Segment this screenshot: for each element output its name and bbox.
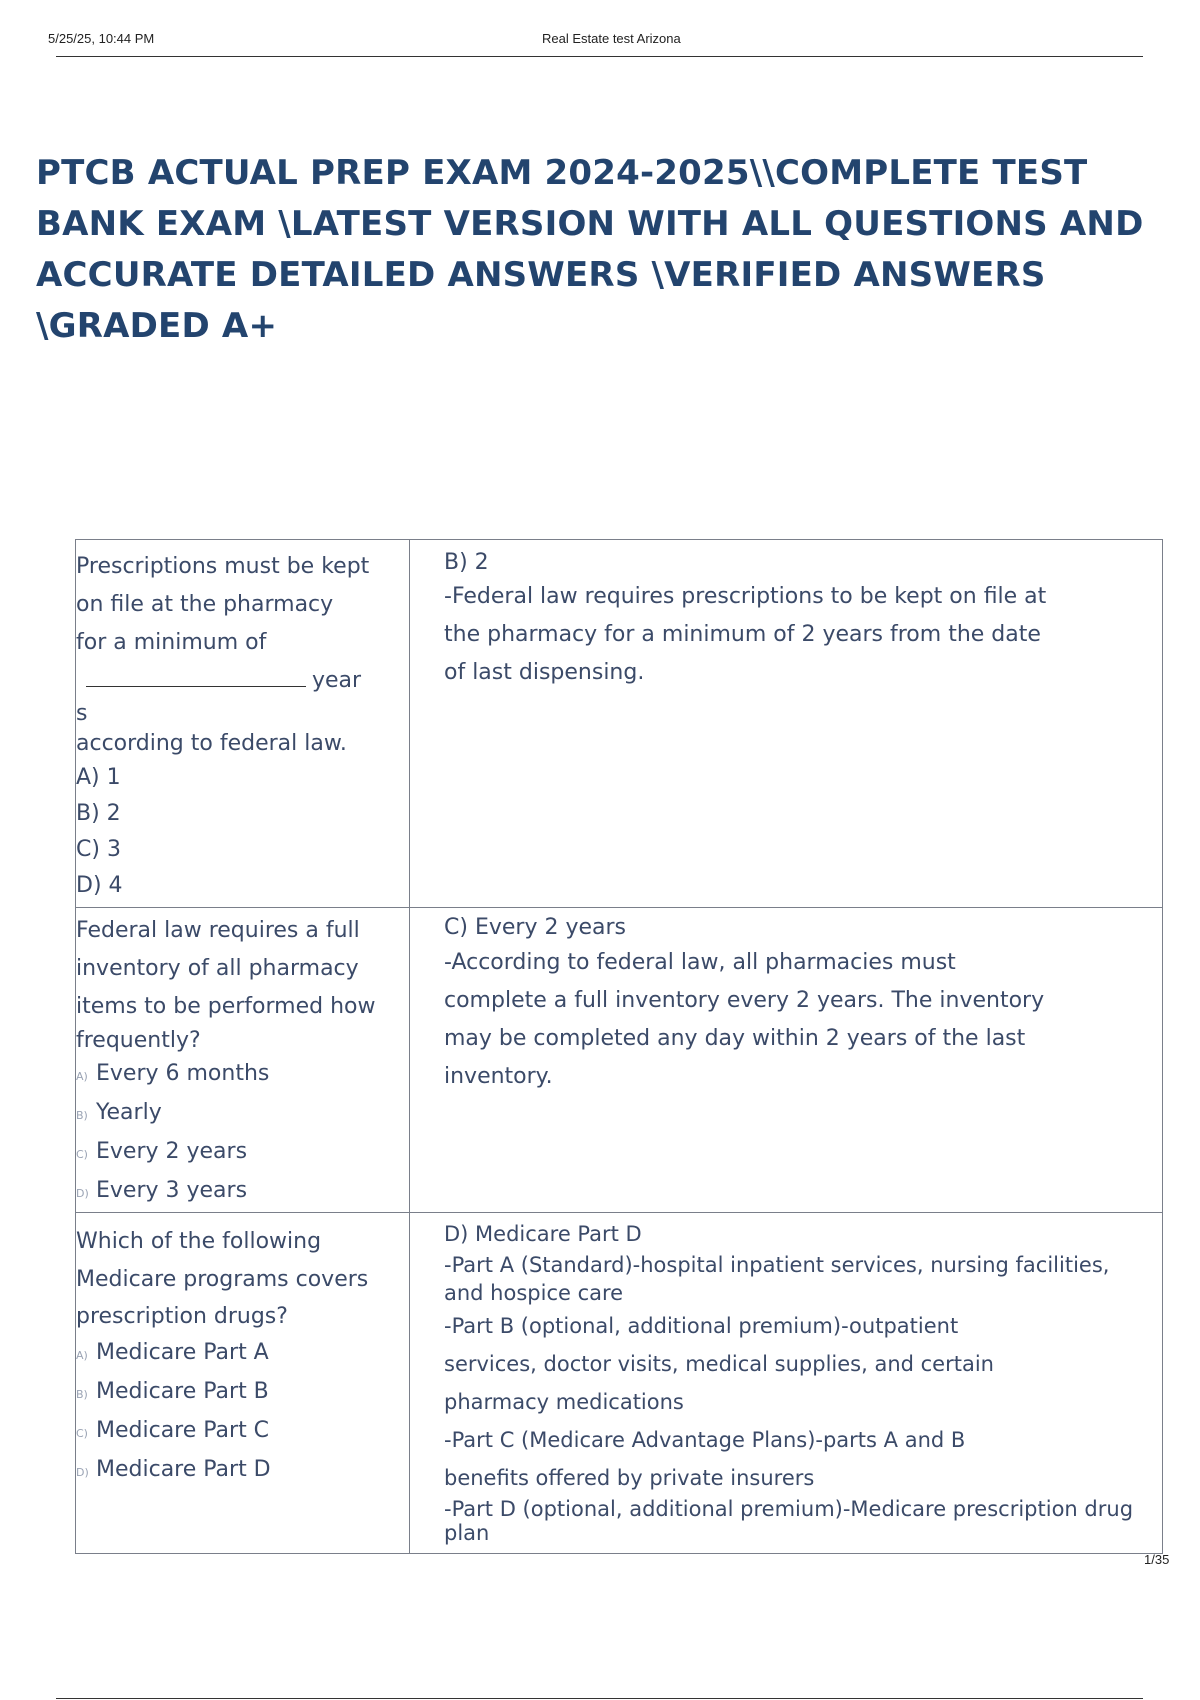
question-line: Prescriptions must be kept (76, 554, 370, 579)
explanation-line: -Part D (optional, additional premium)-Medicare prescription drug plan (444, 1497, 1134, 1545)
explanation-line: -Part B (optional, additional premium)-outpatient (444, 1314, 959, 1338)
option-label: Medicare Part C (96, 1418, 270, 1443)
answer: C) Every 2 years (444, 915, 626, 940)
explanation-line: may be completed any day within 2 years of the last (444, 1026, 1026, 1051)
question-line: Which of the following (76, 1229, 322, 1254)
explanation-line: the pharmacy for a minimum of 2 years from the date (444, 622, 1041, 647)
option-marker: D) (76, 1466, 89, 1479)
option: D) 4 (76, 873, 123, 898)
question-line: s (76, 701, 88, 726)
page-number: 1/35 (1144, 1552, 1170, 1567)
qa-table (75, 539, 1163, 1554)
table-row (76, 908, 1163, 1213)
question-cell (76, 1213, 410, 1554)
option: A) 1 (76, 765, 121, 790)
question-line: for a minimum of (76, 630, 267, 655)
header-divider (56, 56, 1143, 57)
option: B) 2 (76, 801, 121, 826)
page-header (0, 0, 1200, 60)
print-date: 5/25/25, 10:44 PM (48, 31, 155, 46)
question-line: items to be performed how (76, 994, 376, 1019)
option (76, 1056, 409, 1095)
explanation-line: pharmacy medications (444, 1390, 684, 1414)
answer: B) 2 (444, 550, 489, 575)
question-line: prescription drugs? (76, 1304, 288, 1329)
question-cell (76, 908, 410, 1213)
answer-cell (410, 1213, 1163, 1554)
table-row (76, 1213, 1163, 1554)
option-marker: C) (76, 1148, 88, 1161)
option-marker: A) (76, 1070, 88, 1083)
answer-cell (410, 540, 1163, 908)
option-label: Medicare Part B (96, 1379, 269, 1404)
option-marker: D) (76, 1187, 89, 1200)
option: C) 3 (76, 837, 121, 862)
question-cell (76, 540, 410, 908)
explanation-line: inventory. (444, 1064, 553, 1089)
question-blank-line (76, 662, 399, 700)
question-line: inventory of all pharmacy (76, 956, 359, 981)
document-title: PTCB ACTUAL PREP EXAM 2024-2025\\COMPLETE TEST BANK EXAM \LATEST VERSION WITH ALL QUESTIONS AND ACCURATE DETAILED ANSWERS \VERIFIED ANSWERS \GRADED A+ (36, 153, 1144, 346)
question-line: Medicare programs covers (76, 1267, 369, 1292)
option-label: Every 2 years (96, 1139, 248, 1164)
option (76, 1173, 409, 1212)
explanation-line: -Part A (Standard)-hospital inpatient services, nursing facilities, and hospice care (444, 1253, 1110, 1305)
option-marker: B) (76, 1388, 88, 1401)
explanation-line: -According to federal law, all pharmacies must (444, 950, 956, 975)
explanation-line: of last dispensing. (444, 660, 645, 685)
option (76, 1374, 409, 1413)
option (76, 1413, 409, 1452)
blank-suffix: year (312, 668, 362, 693)
option-label: Every 6 months (96, 1061, 270, 1086)
question-line: frequently? (76, 1028, 201, 1053)
option-label: Medicare Part A (96, 1340, 269, 1365)
option (76, 1452, 409, 1491)
table-row (76, 540, 1163, 908)
option (76, 1335, 409, 1374)
option-marker: B) (76, 1109, 88, 1122)
option-marker: A) (76, 1349, 88, 1362)
question-line: according to federal law. (76, 731, 347, 756)
question-line: Federal law requires a full (76, 918, 360, 943)
explanation-line: -Part C (Medicare Advantage Plans)-parts A and B (444, 1428, 966, 1452)
explanation-line: benefits offered by private insurers (444, 1466, 815, 1490)
question-line: on file at the pharmacy (76, 592, 334, 617)
option (76, 1095, 409, 1134)
print-title: Real Estate test Arizona (542, 31, 681, 46)
option-marker: C) (76, 1427, 88, 1440)
answer: D) Medicare Part D (444, 1222, 642, 1246)
answer-cell (410, 908, 1163, 1213)
footer-divider (56, 1698, 1143, 1699)
explanation-line: -Federal law requires prescriptions to be kept on file at (444, 584, 1047, 609)
option-label: Medicare Part D (96, 1457, 271, 1482)
option-label: Every 3 years (96, 1178, 248, 1203)
explanation-line: services, doctor visits, medical supplies, and certain (444, 1352, 994, 1376)
answer-blank (86, 664, 306, 687)
option (76, 1134, 409, 1173)
option-label: Yearly (96, 1100, 162, 1125)
explanation-line: complete a full inventory every 2 years. The inventory (444, 988, 1045, 1013)
